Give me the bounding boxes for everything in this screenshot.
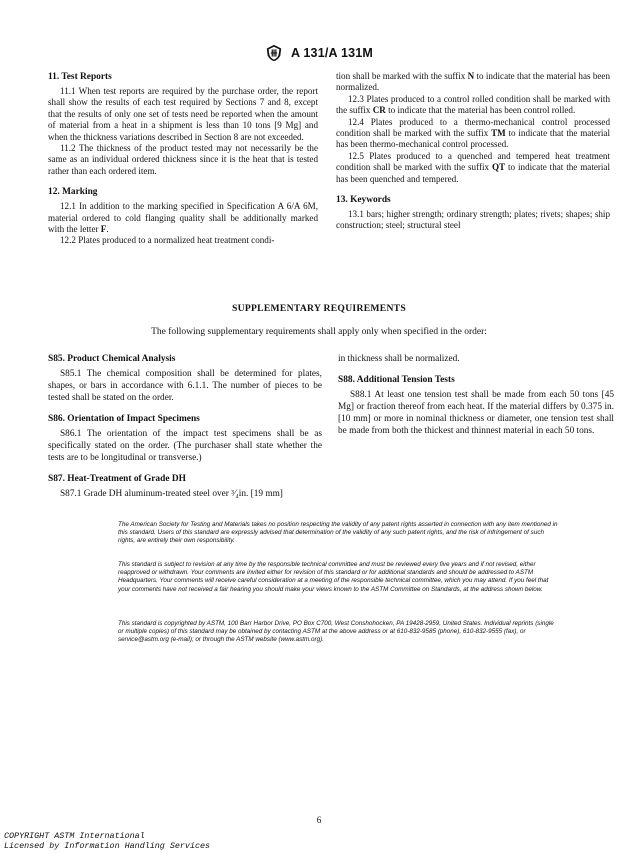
section-heading-marking: 12. Marking bbox=[48, 187, 98, 198]
paragraph-12-2-continued: tion shall be marked with the suffix N to indicate that the material has been normalized. bbox=[336, 71, 610, 93]
s86-paragraph: S86.1 The orientation of the impact test specimens shall be as specifically stated on the order. (The purchaser shall state whether the tests are to be longitudinal or transverse.) bbox=[48, 429, 322, 463]
paragraph-11-2: 11.2 The thickness of the product tested may not necessarily be the same as an individual ordered thickness since it is the heat that is tested rather than each ordered item. bbox=[48, 143, 318, 176]
paragraph-12-3: 12.3 Plates produced to a control rolled condition shall be marked with the suffix CR to indicate that the material has been control rolled. bbox=[336, 93, 610, 116]
paragraph-13-1: 13.1 bars; higher strength; ordinary strength; plates; rivets; shapes; ship construction; steel; structural steel bbox=[336, 209, 610, 231]
footer-license-line: Licensed by Information Handling Services bbox=[4, 841, 211, 851]
patent-notice: The American Society for Testing and Materials takes no position respecting the validity of any patent rights asserted in connection with any item mentioned in this standard. Users of this standard are expressly advised that determination of the validity of any such patent rights, and the risk of infringement of such rights, are entirely their own responsibility. bbox=[118, 521, 558, 545]
paragraph-12-2: 12.2 Plates produced to a normalized heat treatment condi- bbox=[60, 235, 275, 246]
astm-logo-icon bbox=[265, 44, 283, 62]
left-column bbox=[48, 71, 318, 247]
supplementary-right-column bbox=[338, 353, 614, 437]
paragraph-11-1: 11.1 When test reports are required by the purchase order, the report shall show the results of each test required by Sections 7 and 8, except that the results of only one set of tests need be reported when the amount of material from a heat in a shipment is less than 10 tons [9 Mg] and when the thickness variations described in Section 8 are not exceeded. bbox=[48, 86, 318, 142]
s87-paragraph: S87.1 Grade DH aluminum-treated steel over ³⁄₄in. [19 mm] bbox=[60, 489, 283, 499]
section-heading-test-reports: 11. Test Reports bbox=[48, 72, 112, 82]
supplementary-left-column bbox=[48, 353, 322, 500]
supplementary-intro: The following supplementary requirements shall apply only when specified in the order: bbox=[151, 327, 487, 337]
license-footer bbox=[4, 831, 210, 851]
revision-notice: This standard is subject to revision at any time by the responsible technical committee and must be reviewed every five years and if not revised, either reapproved or withdrawn. Your comments are invited either for revision of this standard or for additional standards and should be addressed to ASTM Headquarters. Your comments will receive careful consideration at a meeting of the responsible technical committee, which you may attend. If you feel that your comments have not received a fair hearing you should make your views known to the ASTM Committee on Standards, at the address shown below. bbox=[118, 561, 549, 593]
page-number: 6 bbox=[316, 815, 322, 825]
right-column bbox=[336, 71, 610, 232]
s85-paragraph: S85.1 The chemical composition shall be determined for plates, shapes, or bars in accordance with 6.1.1. The number of pieces to be tested shall be stated on the order. bbox=[48, 369, 322, 403]
s85-heading: S85. Product Chemical Analysis bbox=[48, 354, 176, 364]
section-heading-keywords: 13. Keywords bbox=[336, 195, 391, 206]
s88-paragraph: S88.1 At least one tension test shall be made from each 50 tons [45 Mg] or fraction thereof from each heat. If the material differs by 0.375 in. [10 mm] or more in nominal thickness or diameter, one tension test shall be made from both the thickest and thinnest material in each 50 tons. bbox=[338, 390, 614, 436]
s86-heading: S86. Orientation of Impact Specimens bbox=[48, 414, 200, 424]
s87-paragraph-continued: in thickness shall be normalized. bbox=[338, 354, 460, 364]
paragraph-12-5: 12.5 Plates produced to a quenched and tempered heat treatment condition shall be marked with the suffix QT to indicate that the material has been quenched and tempered. bbox=[336, 150, 610, 184]
page-header bbox=[0, 44, 638, 62]
s88-heading: S88. Additional Tension Tests bbox=[338, 375, 455, 385]
standard-designation: A 131/A 131M bbox=[290, 46, 374, 61]
copyright-notice: This standard is copyrighted by ASTM, 100 Barr Harbor Drive, PO Box C700, West Conshohocken, PA 19428-2959, United States. Individual reprints (single or multiple copies) of this standard may be obtained by contacting ASTM at the above address or at 610-832-9585 (phone), 610-832-9555 (fax), or service@astm.org (e-mail); or through the ASTM website (www.astm.org). bbox=[118, 620, 554, 644]
s87-heading: S87. Heat-Treatment of Grade DH bbox=[48, 474, 186, 484]
paragraph-12-1: 12.1 In addition to the marking specified in Specification A 6/A 6M, material ordered to cold flanging quality shall be additionally marked with the letter F. bbox=[48, 201, 318, 235]
supplementary-requirements-title: SUPPLEMENTARY REQUIREMENTS bbox=[231, 303, 407, 314]
footer-copyright-line: COPYRIGHT ASTM International bbox=[4, 831, 145, 841]
paragraph-12-4: 12.4 Plates produced to a thermo-mechanical control processed condition shall be marked with the suffix TM to indicate that the material has been thermo-mechanical control processed. bbox=[336, 116, 610, 150]
